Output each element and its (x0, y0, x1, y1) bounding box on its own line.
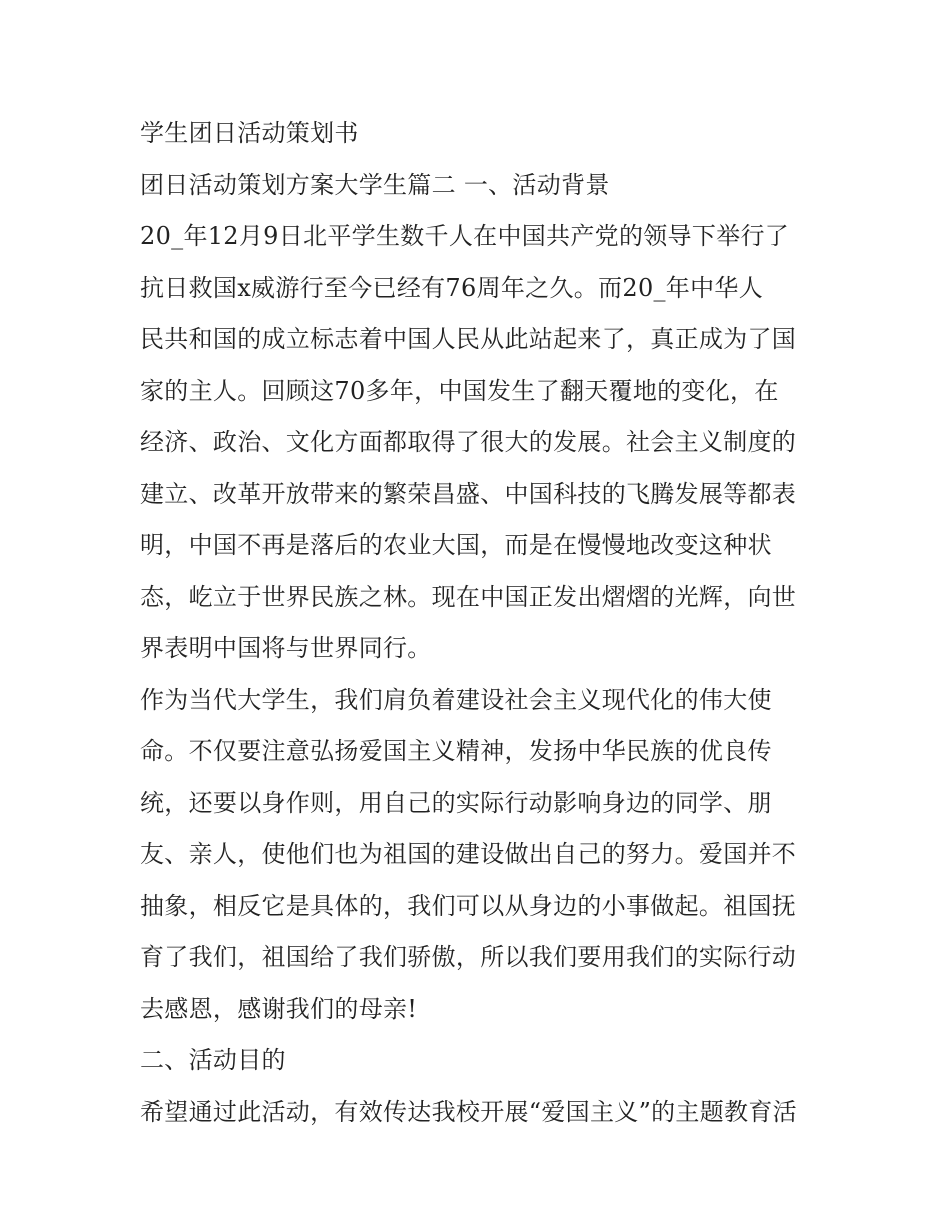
paragraph-line: 家的主人。回顾这70多年，中国发生了翻天覆地的变化，在 (140, 376, 779, 405)
paragraph-line: 作为当代大学生，我们肩负着建设社会主义现代化的伟大使 (140, 685, 772, 714)
paragraph-line: 去感恩，感谢我们的母亲! (140, 994, 418, 1023)
paragraph-line: 命。不仅要注意弘扬爱国主义精神，发扬中华民族的优良传 (140, 737, 772, 765)
paragraph-line: 经济、政治、文化方面都取得了很大的发展。社会主义制度的 (140, 428, 797, 456)
paragraph-line: 20_年12月9日北平学生数千人在中国共产党的领导下举行了 (140, 222, 790, 250)
paragraph-line: 希望通过此活动，有效传达我校开展“爱国主义”的主题教育活 (140, 1097, 797, 1126)
paragraph-line: 育了我们，祖国给了我们骄傲，所以我们要用我们的实际行动 (140, 943, 797, 971)
document-body (140, 108, 820, 1138)
paragraph-line: 建立、改革开放带来的繁荣昌盛、中国科技的飞腾发展等都表 (140, 479, 797, 508)
section-heading-background: 团日活动策划方案大学生篇二 一、活动背景 (140, 170, 610, 199)
section-heading-purpose: 二、活动目的 (140, 1046, 286, 1074)
paragraph-line: 明，中国不再是落后的农业大国，而是在慢慢地改变这种状 (140, 531, 772, 559)
paragraph-line: 民共和国的成立标志着中国人民从此站起来了，真正成为了国 (140, 325, 797, 353)
paragraph-line: 抽象，相反它是具体的，我们可以从身边的小事做起。祖国抚 (140, 891, 797, 920)
document-title: 学生团日活动策划书 (140, 119, 359, 147)
paragraph-line: 友、亲人，使他们也为祖国的建设做出自己的努力。爱国并不 (140, 840, 797, 868)
paragraph-line: 统，还要以身作则，用自己的实际行动影响身边的同学、朋 (140, 788, 772, 817)
paragraph-line: 界表明中国将与世界同行。 (140, 634, 432, 662)
paragraph-line: 态，屹立于世界民族之林。现在中国正发出熠熠的光辉，向世 (140, 582, 797, 611)
paragraph-line: 抗日救国x威游行至今已经有76周年之久。而20_年中华人 (140, 273, 764, 302)
